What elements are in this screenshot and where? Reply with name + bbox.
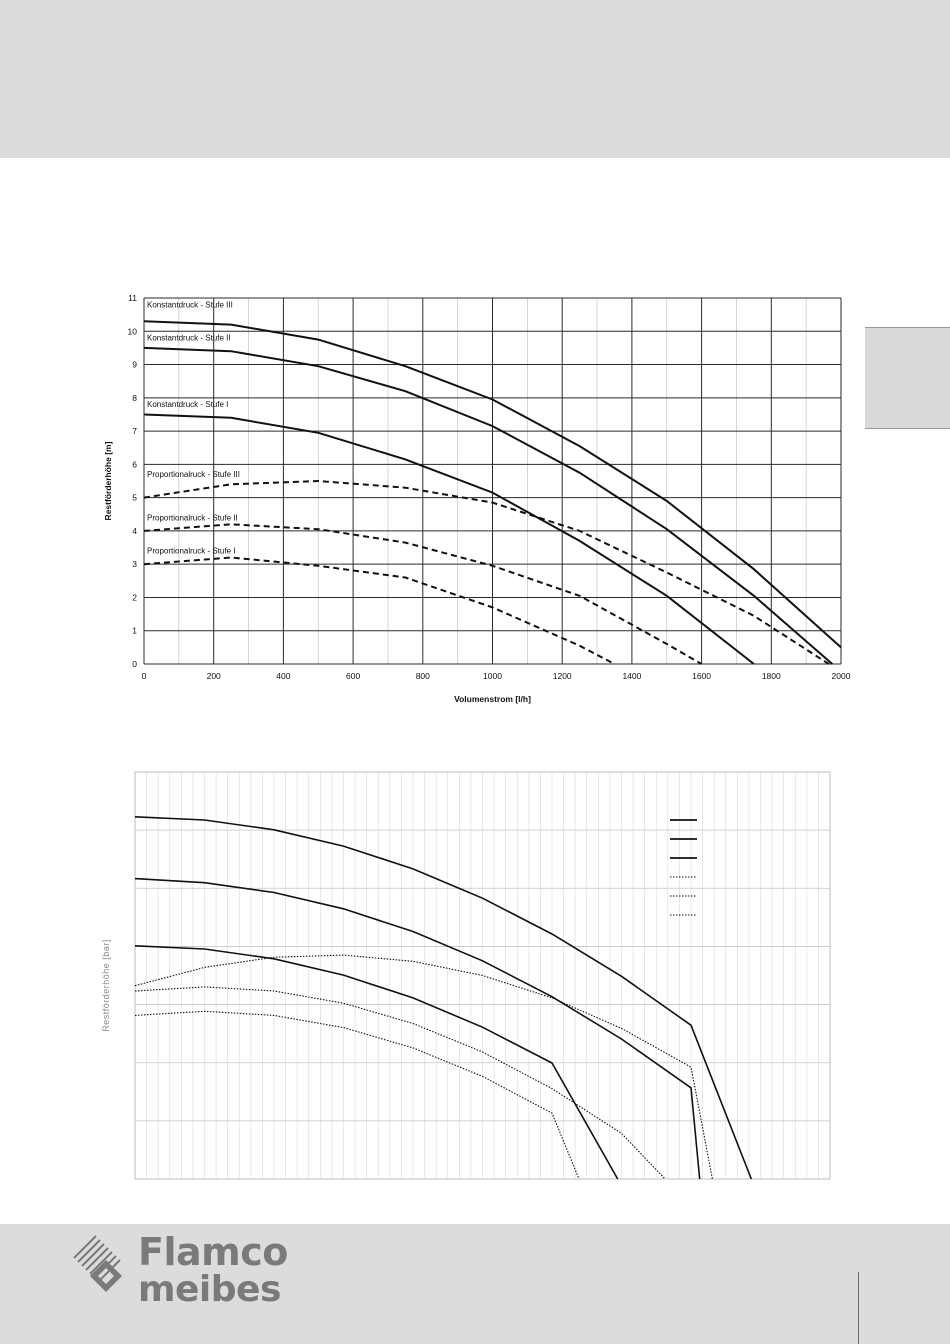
series-line <box>144 415 754 665</box>
pump-curve-chart-bar <box>95 765 845 1195</box>
x-tick-label: 400 <box>276 671 291 681</box>
y-axis-label: Restförderhöhe [bar] <box>101 939 111 1032</box>
x-tick-label: 1800 <box>761 671 781 681</box>
x-tick-label: 1200 <box>552 671 572 681</box>
y-tick-label: 7 <box>132 426 137 437</box>
series-label: Proportionalruck - Stufe I <box>147 546 236 556</box>
y-tick-label: 1 <box>132 625 137 636</box>
series-label: Proportionalruck - Stufe II <box>147 513 238 523</box>
y-tick-label: 3 <box>132 559 137 570</box>
x-tick-label: 2000 <box>831 671 851 681</box>
brand-name-flamco: Flamco <box>138 1230 288 1274</box>
logo-mark-icon <box>70 1232 136 1298</box>
x-tick-label: 200 <box>206 671 221 681</box>
series-label: Konstantdruck - Stufe III <box>147 300 233 310</box>
side-tab <box>865 327 950 429</box>
x-tick-label: 600 <box>346 671 361 681</box>
brand-name-meibes: meibes <box>138 1269 281 1310</box>
flamco-meibes-logo <box>70 1232 300 1312</box>
series-line <box>144 558 615 665</box>
y-axis-label: Restförderhöhe [m] <box>103 441 113 521</box>
x-tick-label: 1600 <box>692 671 712 681</box>
series-line <box>144 348 832 664</box>
series-label: Konstantdruck - Stufe II <box>147 333 231 343</box>
x-tick-label: 0 <box>141 671 147 681</box>
x-tick-label: 1000 <box>483 671 502 681</box>
y-tick-label: 11 <box>128 293 137 303</box>
y-tick-label: 8 <box>132 392 137 403</box>
footer-divider <box>858 1272 859 1344</box>
y-tick-label: 9 <box>132 359 137 370</box>
series-label: Proportionalruck - Stufe III <box>147 470 240 480</box>
series-line <box>144 481 829 664</box>
header-band <box>0 0 950 158</box>
y-tick-label: 0 <box>132 659 137 669</box>
y-tick-label: 4 <box>132 525 137 536</box>
pump-curve-chart-meters <box>100 290 860 710</box>
y-tick-label: 2 <box>132 592 137 603</box>
y-tick-label: 6 <box>132 459 137 470</box>
series-label: Konstantdruck - Stufe I <box>147 400 229 410</box>
x-tick-label: 800 <box>415 671 430 681</box>
y-tick-label: 5 <box>132 492 137 503</box>
x-tick-label: 1400 <box>622 671 642 681</box>
x-axis-label: Volumenstrom [l/h] <box>454 694 531 704</box>
y-tick-label: 10 <box>127 326 137 337</box>
